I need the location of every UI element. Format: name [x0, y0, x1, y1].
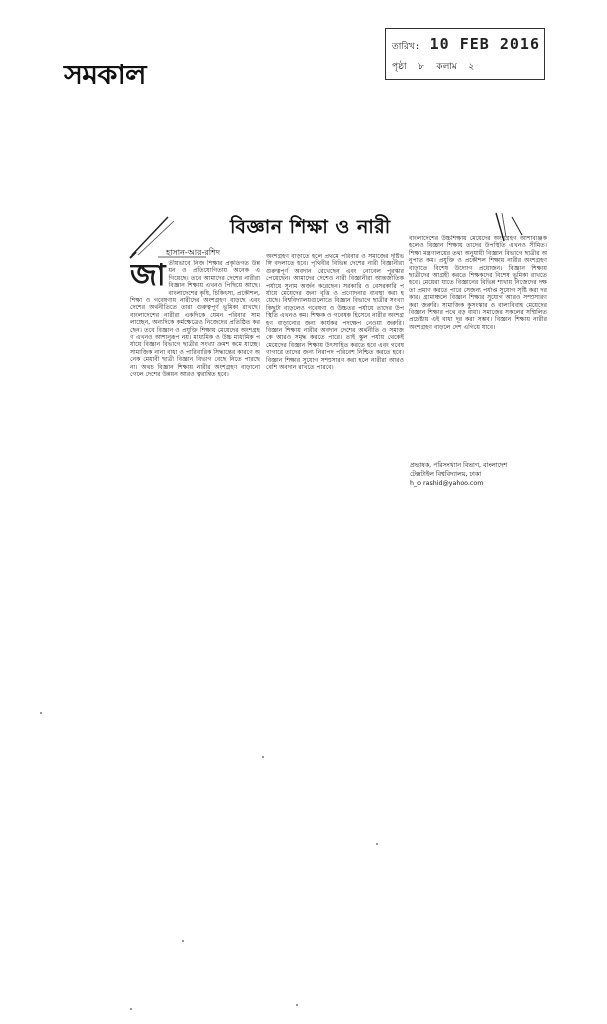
scan-speck: [262, 756, 264, 758]
stamp-page-row: [392, 59, 481, 74]
clipping-date-stamp: [385, 28, 545, 80]
article-dropcap: জা: [130, 260, 166, 293]
author-position: প্রভাষক, পরিসংখ্যান বিভাগ, বাংলাদেশ: [410, 462, 508, 469]
author-institution: টেক্সটাইল বিশ্ববিদ্যালয়, ঢাকা: [410, 471, 482, 478]
stamp-column-value: ২: [468, 62, 476, 72]
scan-speck: [40, 712, 42, 714]
newspaper-masthead: সমকাল: [64, 58, 146, 90]
author-signoff: [410, 461, 550, 488]
article-column-2: অংশগ্রহণ বাড়াতে হলে প্রথমে পরিবার ও সমাজের দৃষ্টিভঙ্গি বদলাতে হবে। পৃথিবীর বিভিন্ন দেশের নারী বিজ্ঞানীরা গুরুত্বপূর্ণ অবদান রেখেছেন এবং নোবেল পুরস্কার পেয়েছেন। আমাদের দেশেও নারী বিজ্ঞানীরা আন্তর্জাতিক পর্যায়ে সুনাম অর্জন করেছেন। সরকারি ও বেসরকারি পর্যায়ে মেয়েদের জন্য বৃত্তি ও প্রণোদনার ব্যবস্থা করা হয়েছে। বিশ্ববিদ্যালয়গুলোতে বিজ্ঞান বিভাগে ছাত্রীর সংখ্যা কিছুটা বাড়লেও গবেষণা ও উচ্চতর পর্যায়ে তাদের উপস্থিতি এখনও কম। শিক্ষক ও গবেষক হিসেবে নারীর অংশগ্রহণ বাড়ানোর জন্য কার্যকর পদক্ষেপ নেওয়া জরুরি। বিজ্ঞান শিক্ষায় নারীর অবদান দেশের অর্থনীতি ও সমাজকে আরও সমৃদ্ধ করতে পারে। তাই স্কুল পর্যায় থেকেই মেয়েদের বিজ্ঞান শিক্ষায় উৎসাহিত করতে হবে এবং গবেষণাগারে তাদের জন্য নিরাপদ পরিবেশ নিশ্চিত করতে হবে। বিজ্ঞান শিক্ষার সুযোগ সম্প্রসারণ করা হলে নারীরা আরও বেশি অবদান রাখতে পারবে।: [266, 253, 404, 372]
article-column-3: বাংলাদেশের উচ্চশিক্ষায় মেয়েদের অংশগ্রহণ আশাব্যঞ্জক হলেও বিজ্ঞান শিক্ষায় তাদের উপস্থিতি এখনও সীমিত। শিক্ষা মন্ত্রণালয়ের তথ্য অনুযায়ী বিজ্ঞান বিভাগে ছাত্রীর অনুপাত কম। প্রযুক্তি ও প্রকৌশল শিক্ষায় নারীর অংশগ্রহণ বাড়াতে বিশেষ উদ্যোগ প্রয়োজন। বিজ্ঞান শিক্ষায় ছাত্রীদের আগ্রহী করতে শিক্ষকদের বিশেষ ভূমিকা রাখতে হবে। মেয়েরা যাতে বিজ্ঞানের বিভিন্ন শাখায় নিজেদের দক্ষতা প্রমাণ করতে পারে সেজন্য পর্যাপ্ত সুযোগ সৃষ্টি করা দরকার। গ্রামাঞ্চলে বিজ্ঞান শিক্ষার সুযোগ আরও সম্প্রসারণ করা জরুরি। সামাজিক কুসংস্কার ও বাল্যবিবাহ মেয়েদের বিজ্ঞান শিক্ষার পথে বড় বাধা। সমাজের সকলের সম্মিলিত প্রচেষ্টায় এই বাধা দূর করা সম্ভব। বিজ্ঞান শিক্ষায় নারীর অংশগ্রহণ বাড়লে দেশ এগিয়ে যাবে।: [409, 235, 547, 331]
stamp-date-value: 10 FEB 2016: [429, 35, 540, 53]
scan-speck: [376, 843, 378, 845]
stamp-page-value: ৮: [418, 62, 425, 72]
stamp-date-row: তারিখ: 10 FEB 2016: [392, 35, 540, 53]
article-column-1: [130, 260, 260, 515]
scan-speck: [296, 1004, 298, 1006]
stamp-column-label: কলাম: [436, 62, 457, 72]
scan-speck: [130, 1008, 132, 1010]
article-headline: বিজ্ঞান শিক্ষা ও নারী: [230, 216, 391, 238]
author-email: h_o rashid@yahoo.com: [410, 480, 484, 487]
article-column-1-text: তীয়ভাবে নিজ শিক্ষার প্রকৃতিগত উন্নয়ন ও প্রতিযোগিতায় অনেক এগিয়েছে। তবে আমাদের দেশের নারীরা বিজ্ঞান শিক্ষায় এখনও পিছিয়ে আছে। বাংলাদেশের কৃষি, চিকিৎসা, প্রকৌশল, শিক্ষা ও গবেষণায় নারীদের অংশগ্রহণ বাড়ছে এবং দেশের অর্থনীতিতে তারা গুরুত্বপূর্ণ ভূমিকা রাখছে। বাংলাদেশের নারীরা একদিকে যেমন পরিবার সামলাচ্ছেন, অন্যদিকে কর্মক্ষেত্রেও নিজেদের প্রতিষ্ঠিত করছেন। তবে বিজ্ঞান ও প্রযুক্তি শিক্ষায় মেয়েদের অংশগ্রহণ এখনও আশানুরূপ নয়। মাধ্যমিক ও উচ্চ মাধ্যমিক পর্যায়ে বিজ্ঞান বিভাগে ছাত্রীর সংখ্যা ক্রমশ কমে যাচ্ছে। সামাজিক নানা বাধা ও পারিবারিক সিদ্ধান্তের কারণে অনেক মেধাবী ছাত্রী বিজ্ঞান বিভাগ বেছে নিতে পারছে না। অথচ বিজ্ঞান শিক্ষায় নারীর অংশগ্রহণ বাড়ানো গেলে দেশের উন্নয়ন আরও ত্বরান্বিত হবে।: [130, 260, 260, 379]
article-clipping: [128, 205, 553, 515]
stamp-date-label: তারিখ: [392, 42, 415, 52]
scan-speck: [182, 940, 184, 942]
article-byline: হাসান-আর-রশিদ: [166, 248, 221, 257]
stamp-page-label: পৃষ্ঠা: [392, 62, 407, 72]
